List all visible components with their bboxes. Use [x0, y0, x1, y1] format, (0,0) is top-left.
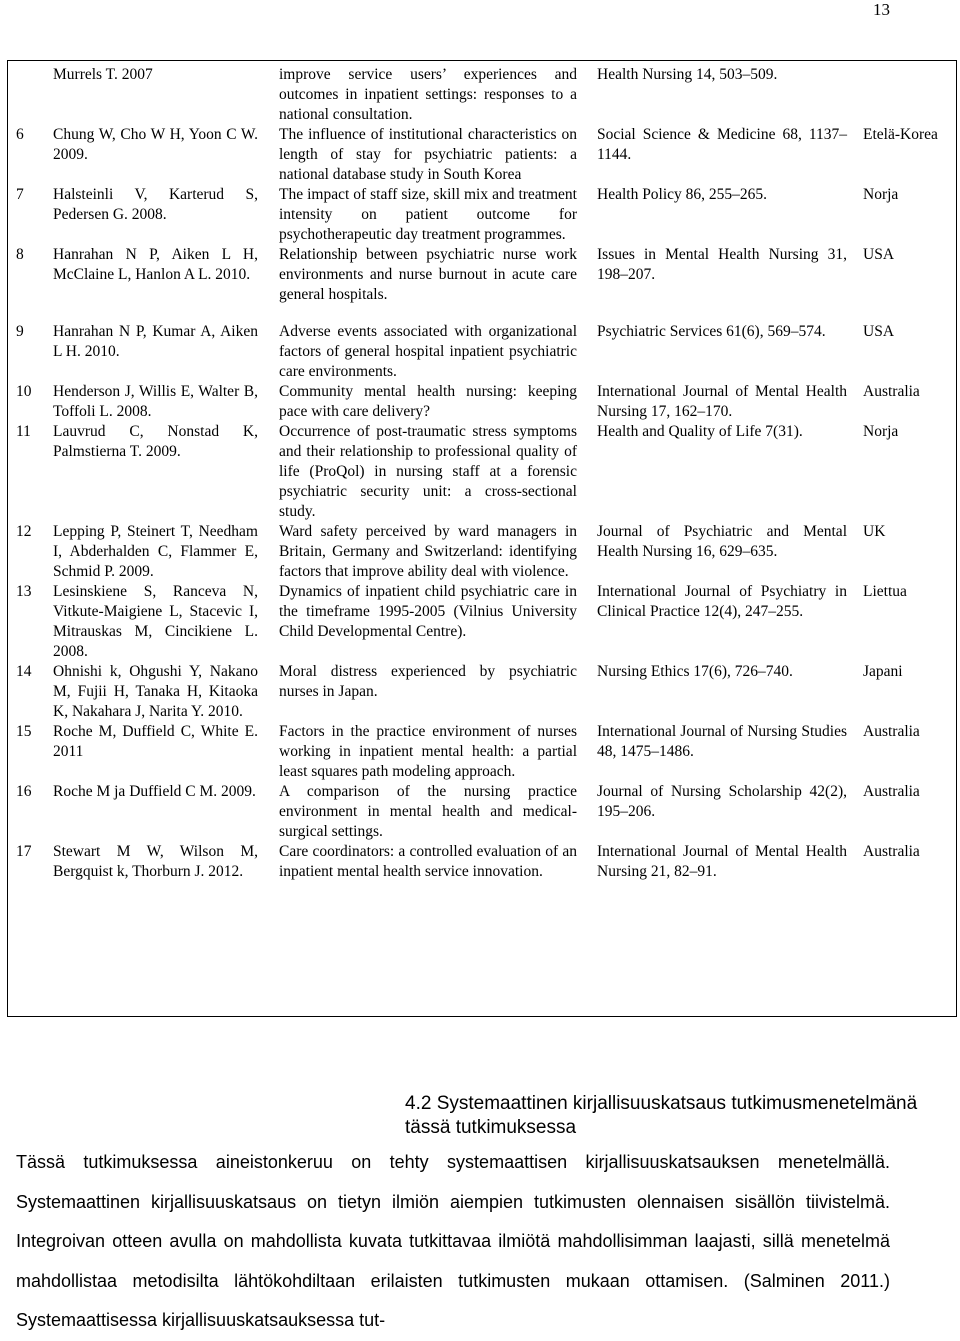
row-title: improve service users’ experiences and outcomes in inpatient settings: responses to a national consultation. [279, 66, 577, 123]
table-row [16, 722, 960, 782]
row-authors: Henderson J, Willis E, Walter B, Toffoli L. 2008. [53, 383, 258, 420]
row-journal: Health Nursing 14, 503–509. [597, 66, 778, 83]
row-authors: Chung W, Cho W H, Yoon C W. 2009. [53, 126, 258, 163]
row-country: USA [863, 246, 895, 263]
row-country: Australia [863, 383, 920, 400]
table-row [16, 125, 960, 185]
table-row [16, 185, 960, 245]
row-title: Dynamics of inpatient child psychiatric care in the timeframe 1995-2005 (Vilnius University Child Developmental Centre). [279, 583, 577, 640]
row-country: Japani [863, 663, 903, 680]
row-journal: Journal of Psychiatric and Mental Health Nursing 16, 629–635. [597, 523, 847, 560]
page-number: 13 [873, 0, 890, 19]
literature-table [7, 60, 957, 1017]
row-number: 11 [16, 423, 31, 440]
row-country: Australia [863, 843, 920, 860]
row-title: Occurrence of post-traumatic stress symptoms and their relationship to professional quality of life (ProQol) in nursing staff at a forensic psychiatric security unit: a cross-sectional study. [279, 423, 577, 520]
row-authors: Hanrahan N P, Kumar A, Aiken L H. 2010. [53, 323, 258, 360]
row-title: Moral distress experienced by psychiatric nurses in Japan. [279, 663, 577, 700]
row-title: The influence of institutional characteristics on length of stay for psychiatric patients: a national database study in South Korea [279, 126, 577, 183]
table-row [16, 422, 960, 522]
body-paragraph: Tässä tutkimuksessa aineistonkeruu on tehty systemaattisen kirjallisuuskatsauksen menetelmällä. Systemaattinen kirjallisuuskatsaus on tietyn ilmiön aiempien tutkimusten olennaisen sisällön tiivistelmä. Integroivan otteen avulla on mahdollista kuvata tutkittavaa ilmiötä mahdollisimman laajasti, sillä menetelmä mahdollistaa metodisilta lähtökohdiltaan erilaisten tutkimusten mukaan ottamisen. (Salminen 2011.) Systemaattisessa kirjallisuuskatsauksessa tut- [16, 1152, 890, 1330]
table-row [16, 245, 960, 305]
row-authors: Lesinskiene S, Ranceva N, Vitkute-Maigiene L, Stacevic I, Mitrauskas M, Cincikiene L. 2008. [53, 583, 258, 660]
row-authors: Lepping P, Steinert T, Needham I, Abderhalden C, Flammer E, Schmid P. 2009. [53, 523, 258, 580]
row-authors: Stewart M W, Wilson M, Bergquist k, Thorburn J. 2012. [53, 843, 258, 880]
row-authors: Hanrahan N P, Aiken L H, McClaine L, Hanlon A L. 2010. [53, 246, 258, 283]
row-journal: International Journal of Nursing Studies 48, 1475–1486. [597, 723, 847, 760]
row-number [16, 65, 53, 125]
row-title: A comparison of the nursing practice environment in mental health and medical-surgical settings. [279, 783, 577, 840]
row-journal: Journal of Nursing Scholarship 42(2), 195–206. [597, 783, 847, 820]
row-country: USA [863, 323, 895, 340]
table-row [16, 522, 960, 582]
row-number: 10 [16, 383, 32, 400]
table-row [16, 65, 960, 125]
row-authors: Ohnishi k, Ohgushi Y, Nakano M, Fujii H, Tanaka H, Kitaoka K, Nakahara J, Narita Y. 2010. [53, 663, 258, 720]
row-number: 16 [16, 783, 32, 800]
table-row [16, 322, 960, 382]
row-title: Relationship between psychiatric nurse work environments and nurse burnout in acute care general hospitals. [279, 246, 577, 303]
row-country: UK [863, 523, 886, 540]
literature-table-grid [16, 65, 960, 882]
row-number: 17 [16, 843, 32, 860]
row-number: 8 [16, 246, 24, 263]
row-country: Norja [863, 186, 899, 203]
row-authors: Lauvrud C, Nonstad K, Palmstierna T. 2009. [53, 423, 258, 460]
row-country: Norja [863, 423, 899, 440]
row-authors: Roche M, Duffield C, White E. 2011 [53, 723, 258, 760]
row-gap [16, 305, 960, 322]
row-number: 9 [16, 323, 24, 340]
row-journal: Health and Quality of Life 7(31). [597, 423, 803, 440]
row-title: Community mental health nursing: keeping pace with care delivery? [279, 383, 577, 420]
row-journal: International Journal of Mental Health Nursing 21, 82–91. [597, 843, 847, 880]
row-country [855, 65, 960, 125]
row-country: Etelä-Korea [863, 126, 938, 143]
row-title: The impact of staff size, skill mix and treatment intensity on patient outcome for psychotherapeutic day treatment programmes. [279, 186, 577, 243]
row-country: Liettua [863, 583, 907, 600]
row-number: 12 [16, 523, 32, 540]
table-row [16, 662, 960, 722]
row-title: Care coordinators: a controlled evaluation of an inpatient mental health service innovation. [279, 843, 577, 880]
row-title: Ward safety perceived by ward managers in Britain, Germany and Switzerland: identifying factors that improve ability deal with violence. [279, 523, 577, 580]
row-journal: Social Science & Medicine 68, 1137–1144. [597, 126, 847, 163]
row-journal: Psychiatric Services 61(6), 569–574. [597, 323, 826, 340]
row-number: 14 [16, 663, 32, 680]
row-title: Factors in the practice environment of nurses working in inpatient mental health: a partial least squares path modeling approach. [279, 723, 577, 780]
row-country: Australia [863, 723, 920, 740]
row-journal: Nursing Ethics 17(6), 726–740. [597, 663, 793, 680]
row-number: 15 [16, 723, 32, 740]
row-country: Australia [863, 783, 920, 800]
row-journal: Issues in Mental Health Nursing 31, 198–207. [597, 246, 847, 283]
table-row [16, 782, 960, 842]
row-title: Adverse events associated with organizational factors of general hospital inpatient psychiatric care environments. [279, 323, 577, 380]
row-number: 7 [16, 186, 24, 203]
row-authors: Roche M ja Duffield C M. 2009. [53, 783, 256, 800]
row-authors: Murrels T. 2007 [53, 66, 153, 83]
row-journal: International Journal of Psychiatry in Clinical Practice 12(4), 247–255. [597, 583, 847, 620]
row-number: 13 [16, 583, 32, 600]
row-number: 6 [16, 126, 24, 143]
row-authors: Halsteinli V, Karterud S, Pedersen G. 2008. [53, 186, 258, 223]
section-heading: 4.2 Systemaattinen kirjallisuuskatsaus tutkimusmenetelmänä tässä tutkimuksessa [405, 1093, 918, 1138]
row-journal: Health Policy 86, 255–265. [597, 186, 768, 203]
table-row [16, 582, 960, 662]
table-row [16, 842, 960, 882]
table-row [16, 382, 960, 422]
row-journal: International Journal of Mental Health Nursing 17, 162–170. [597, 383, 847, 420]
